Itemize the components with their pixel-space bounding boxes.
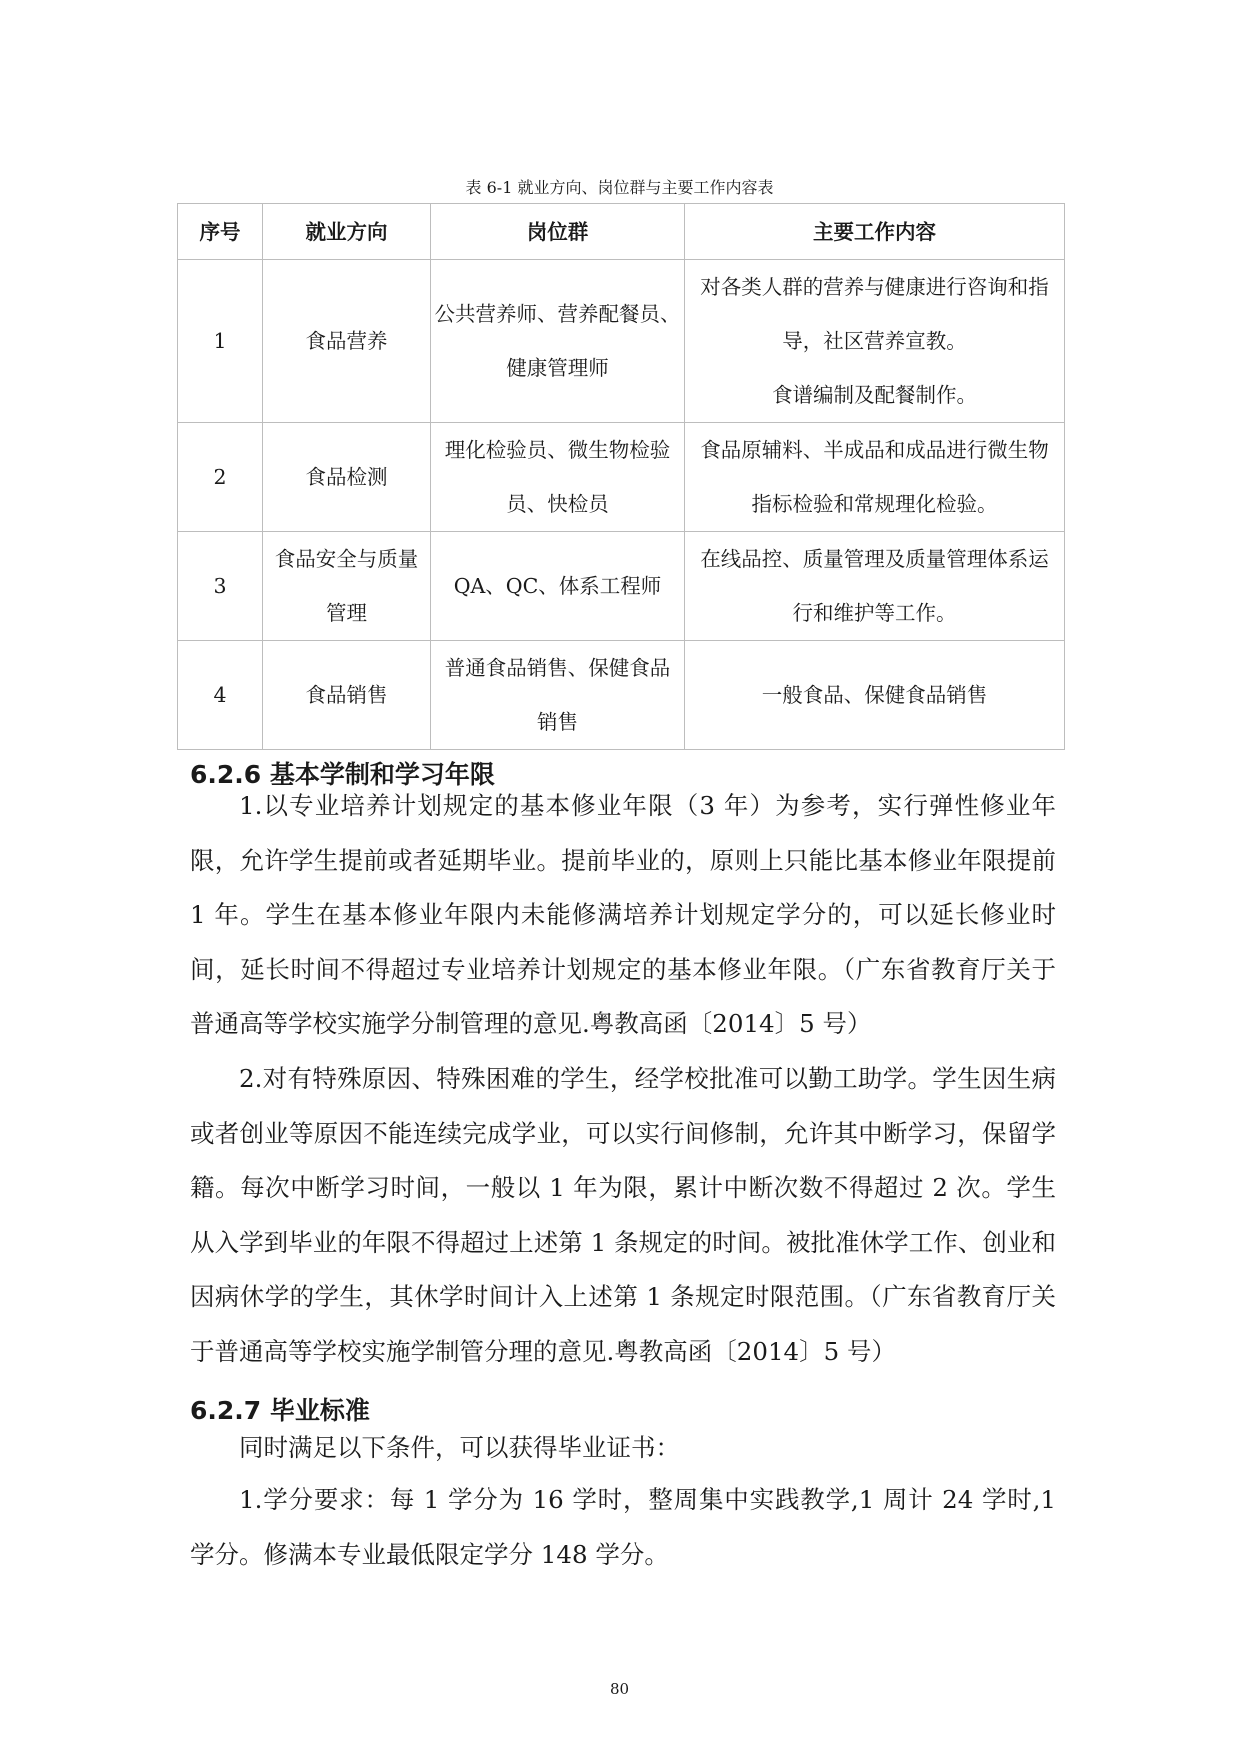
cell-direction	[263, 260, 431, 423]
section-heading-626: 6.2.6 基本学制和学习年限	[190, 760, 495, 789]
header-jobs: 岗位群	[431, 204, 685, 260]
cell-text-line: 食品安全与质量	[274, 547, 419, 571]
table-row	[178, 260, 1065, 423]
cell-content	[685, 260, 1065, 423]
cell-text-line: 对各类人群的营养与健康进行咨询和指	[700, 275, 1049, 299]
table-row	[178, 532, 1065, 641]
paragraph-626-1: 1.以专业培养计划规定的基本修业年限（3 年）为参考，实行弹性修业年限，允许学生提前或者延期毕业。提前毕业的，原则上只能比基本修业年限提前 1 年。学生在基本修业年限内未能修满培养计划规定学分的，可以延长修业时间，延长时间不得超过专业培养计划规定的基本修业年限。（广东省教育厅关于普通高等学校实施学分制管理的意见.粤教高函〔2014〕5 号）	[190, 791, 1056, 1038]
cell-text-line: 食品原辅料、半成品和成品进行微生物	[700, 438, 1049, 462]
employment-table	[177, 203, 1065, 750]
cell-content	[685, 532, 1065, 641]
cell-text-line: QA、QC、体系工程师	[453, 574, 662, 598]
section-heading-627: 6.2.7 毕业标准	[190, 1396, 370, 1425]
cell-jobs	[431, 423, 685, 532]
table-caption: 表 6-1 就业方向、岗位群与主要工作内容表	[465, 178, 774, 197]
cell-no: 1	[178, 260, 263, 423]
cell-text-line: 食品销售	[305, 683, 388, 707]
cell-text-line: 一般食品、保健食品销售	[761, 683, 988, 707]
page-number: 80	[609, 1680, 630, 1698]
table-row	[178, 641, 1065, 750]
cell-text-line: 行和维护等工作。	[792, 601, 957, 625]
cell-no: 2	[178, 423, 263, 532]
cell-text-line: 普通食品销售、保健食品	[444, 656, 671, 680]
cell-content	[685, 423, 1065, 532]
cell-direction	[263, 641, 431, 750]
cell-jobs	[431, 532, 685, 641]
cell-text-line: 导，社区营养宣教。	[782, 329, 967, 353]
header-no: 序号	[178, 204, 263, 260]
cell-text-line: 销售	[537, 710, 578, 734]
paragraph-626-2: 2.对有特殊原因、特殊困难的学生，经学校批准可以勤工助学。学生因生病或者创业等原因不能连续完成学业，可以实行间修制，允许其中断学习，保留学籍。每次中断学习时间，一般以 1 年为限，累计中断次数不得超过 2 次。学生从入学到毕业的年限不得超过上述第 1 条规定的时间。被批准休学工作、创业和因病休学的学生，其休学时间计入上述第 1 条规定时限范围。（广东省教育厅关于普通高等学校实施学制管分理的意见.粤教高函〔2014〕5 号）	[190, 1064, 1056, 1366]
cell-text-line: 理化检验员、微生物检验	[444, 438, 671, 462]
cell-direction	[263, 532, 431, 641]
cell-text-line: 食谱编制及配餐制作。	[772, 383, 977, 407]
cell-text-line: 管理	[326, 601, 367, 625]
cell-text-line: 食品检测	[305, 465, 388, 489]
cell-no: 4	[178, 641, 263, 750]
cell-content	[685, 641, 1065, 750]
cell-text-line: 员、快检员	[506, 492, 609, 516]
cell-text-line: 公共营养师、营养配餐员、	[434, 302, 681, 326]
table-header-row	[178, 204, 1065, 260]
cell-text-line: 健康管理师	[506, 356, 609, 380]
cell-text-line: 在线品控、质量管理及质量管理体系运	[700, 547, 1049, 571]
cell-jobs	[431, 260, 685, 423]
cell-jobs	[431, 641, 685, 750]
paragraph-627-intro: 同时满足以下条件，可以获得毕业证书：	[239, 1433, 680, 1462]
cell-text-line: 指标检验和常规理化检验。	[751, 492, 998, 516]
cell-direction	[263, 423, 431, 532]
header-content: 主要工作内容	[685, 204, 1065, 260]
header-direction: 就业方向	[263, 204, 431, 260]
cell-no: 3	[178, 532, 263, 641]
table-row	[178, 423, 1065, 532]
paragraph-627-1: 1.学分要求：每 1 学分为 16 学时，整周集中实践教学,1 周计 24 学时,1 学分。修满本专业最低限定学分 148 学分。	[190, 1485, 1056, 1569]
cell-text-line: 食品营养	[305, 329, 388, 353]
